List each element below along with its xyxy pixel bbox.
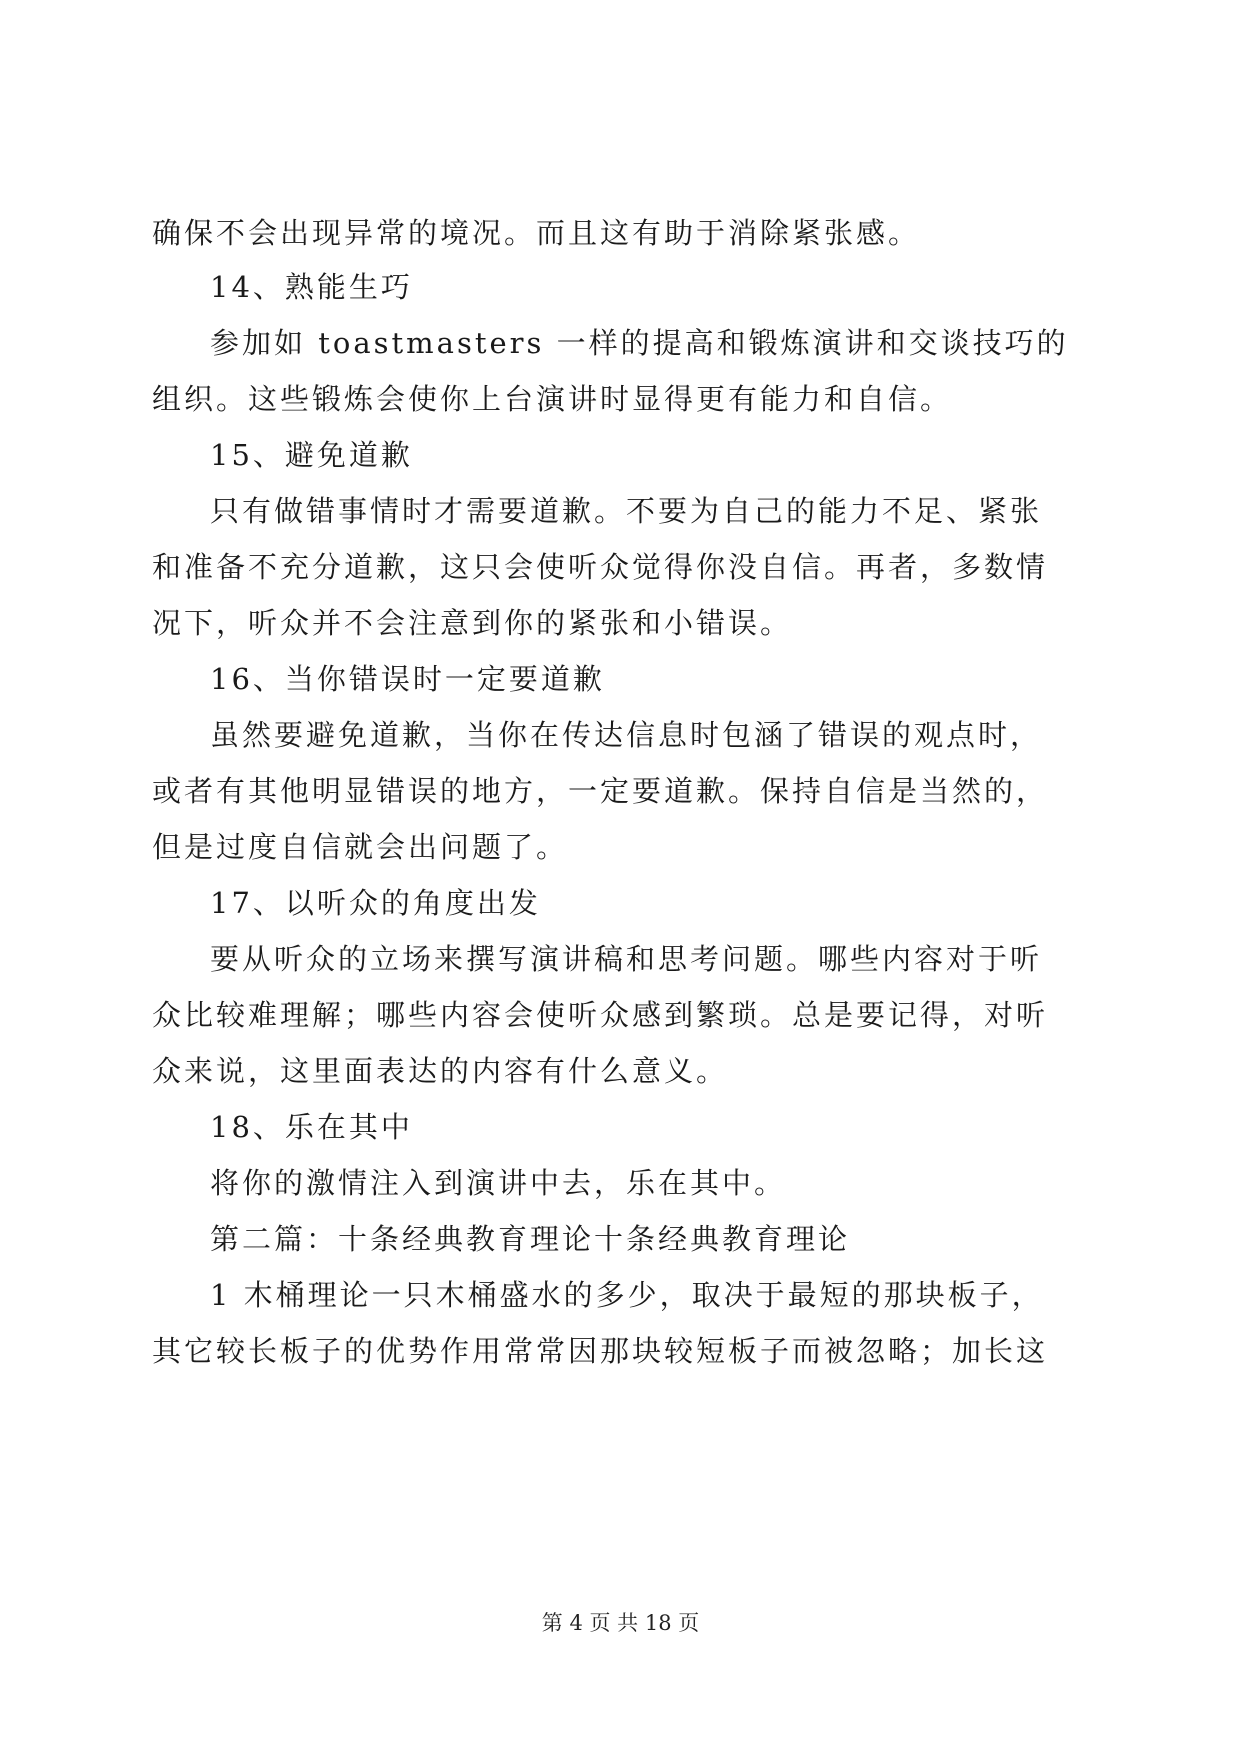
text-line: 其它较长板子的优势作用常常因那块较短板子而被忽略；加长这 (152, 1334, 1049, 1368)
text-line: 虽然要避免道歉，当你在传达信息时包涵了错误的观点时， (210, 718, 1043, 752)
text-line: 1 木桶理论一只木桶盛水的多少，取决于最短的那块板子， (210, 1278, 1044, 1312)
text-line: 组织。这些锻炼会使你上台演讲时显得更有能力和自信。 (152, 382, 953, 416)
text-line: 将你的激情注入到演讲中去，乐在其中。 (210, 1166, 787, 1200)
text-line: 只有做错事情时才需要道歉。不要为自己的能力不足、紧张 (210, 494, 1043, 528)
section-heading: 18、乐在其中 (210, 1110, 413, 1144)
text-line: 要从听众的立场来撰写演讲稿和思考问题。哪些内容对于听 (210, 942, 1043, 976)
section-heading: 15、避免道歉 (210, 438, 413, 472)
text-line: 众来说，这里面表达的内容有什么意义。 (152, 1054, 729, 1088)
chapter-heading: 第二篇：十条经典教育理论十条经典教育理论 (210, 1222, 851, 1256)
text-line: 和准备不充分道歉，这只会使听众觉得你没自信。再者，多数情 (152, 550, 1049, 584)
text-line: 但是过度自信就会出问题了。 (152, 830, 569, 864)
text-line: 参加如 toastmasters 一样的提高和锻炼演讲和交谈技巧的 (210, 326, 1069, 360)
text-line: 众比较难理解；哪些内容会使听众感到繁琐。总是要记得，对听 (152, 998, 1049, 1032)
text-line: 或者有其他明显错误的地方，一定要道歉。保持自信是当然的， (152, 774, 1049, 808)
section-heading: 16、当你错误时一定要道歉 (210, 662, 605, 696)
text-line: 确保不会出现异常的境况。而且这有助于消除紧张感。 (152, 216, 921, 250)
page-number-footer: 第 4 页 共 18 页 (541, 1611, 700, 1635)
section-heading: 14、熟能生巧 (210, 270, 413, 304)
text-line: 况下，听众并不会注意到你的紧张和小错误。 (152, 606, 793, 640)
section-heading: 17、以听众的角度出发 (210, 886, 541, 920)
